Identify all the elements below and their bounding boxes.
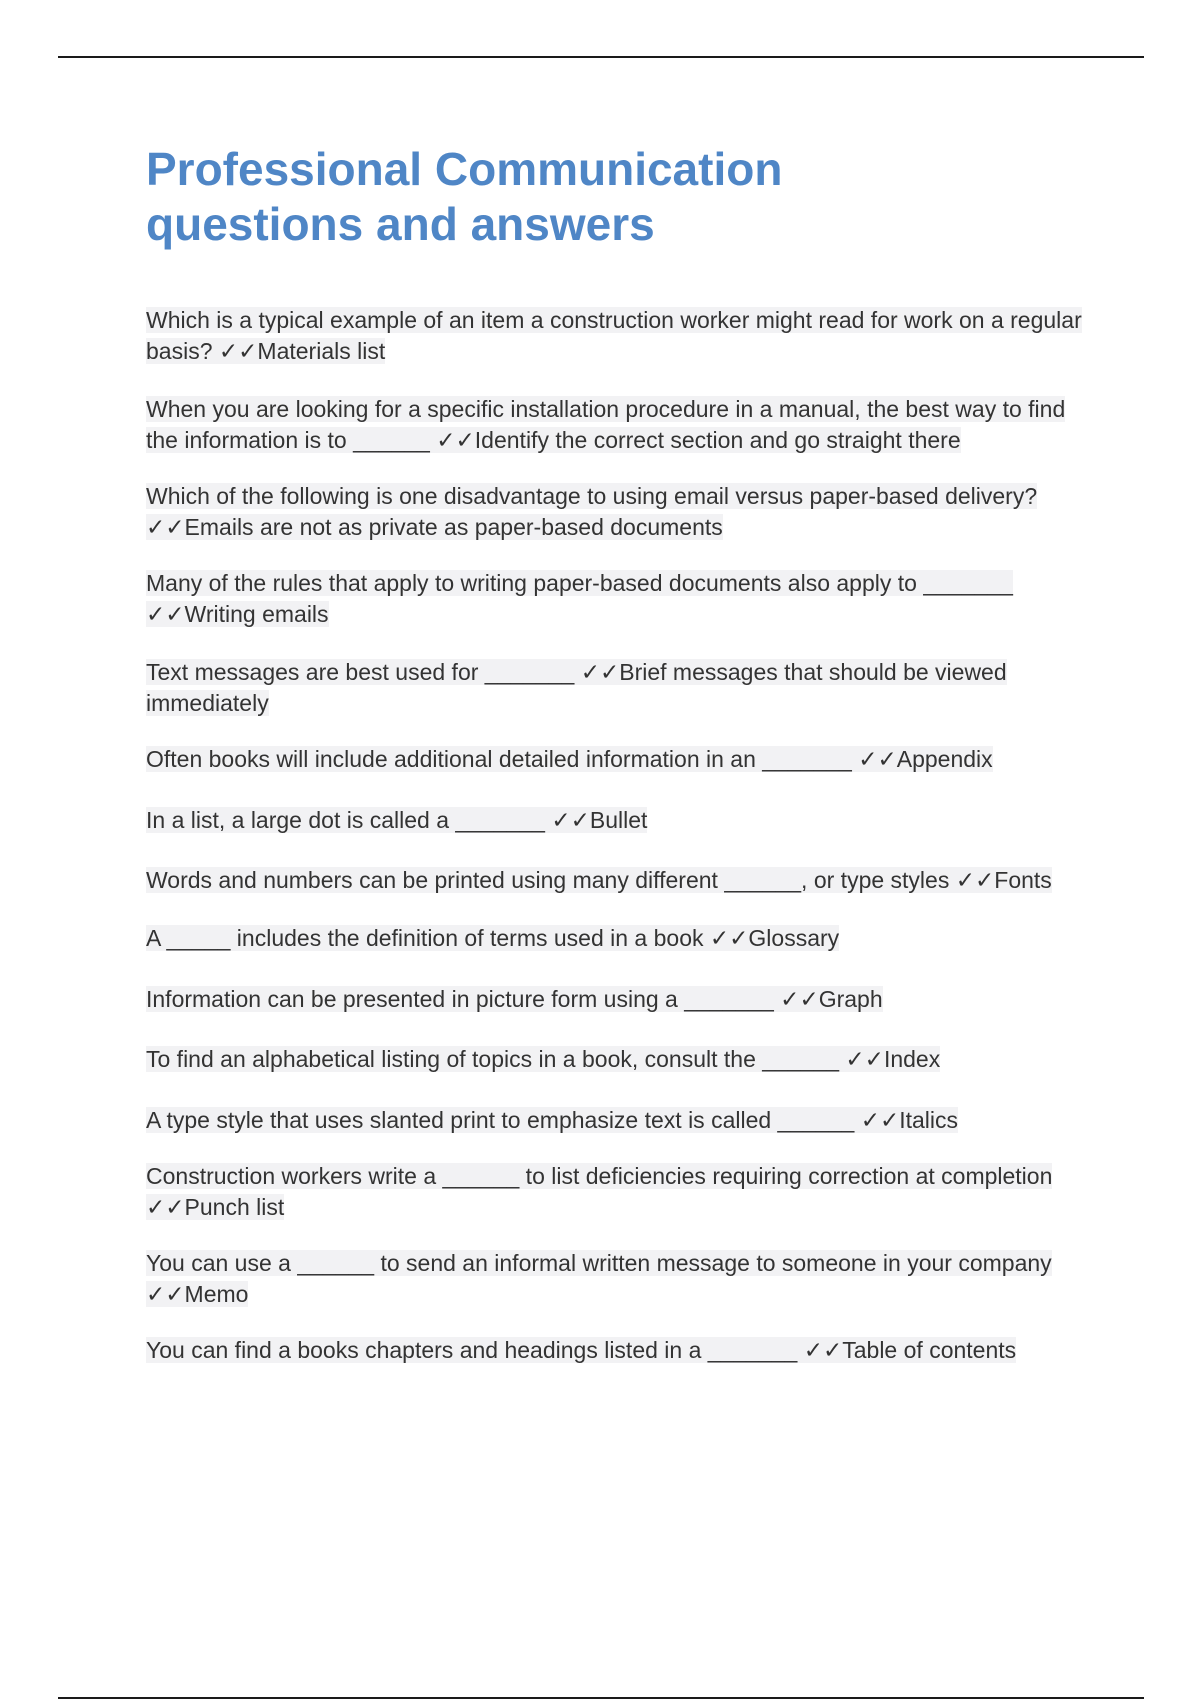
qa-text: When you are looking for a specific installation procedure in a manual, the best way to find the information is to ______ ✓✓Identify the correct section and go straight there	[146, 396, 1066, 453]
qa-item	[146, 568, 1096, 630]
top-rule	[58, 56, 1144, 58]
qa-text: Text messages are best used for _______ ✓✓Brief messages that should be viewed immediately	[146, 659, 1007, 716]
qa-text: In a list, a large dot is called a _______ ✓✓Bullet	[146, 807, 648, 833]
document-page	[146, 142, 1096, 1363]
qa-item	[146, 1044, 940, 1075]
qa-text: Words and numbers can be printed using many different ______, or type styles ✓✓Fonts	[146, 867, 1052, 893]
qa-item	[146, 1335, 1016, 1366]
qa-item	[146, 805, 647, 836]
qa-item	[146, 923, 839, 954]
qa-text: A type style that uses slanted print to emphasize text is called ______ ✓✓Italics	[146, 1107, 959, 1133]
qa-text: Which of the following is one disadvantage to using email versus paper-based delivery? ✓✓Emails are not as private as paper-based documents	[146, 483, 1038, 540]
qa-text: Many of the rules that apply to writing paper-based documents also apply to _______ ✓✓Writing emails	[146, 570, 1013, 627]
qa-text: You can find a books chapters and headings listed in a _______ ✓✓Table of contents	[146, 1337, 1017, 1363]
qa-item	[146, 744, 993, 775]
qa-item	[146, 394, 1096, 456]
qa-item	[146, 984, 883, 1015]
qa-text: Information can be presented in picture form using a _______ ✓✓Graph	[146, 986, 883, 1012]
qa-text: To find an alphabetical listing of topics in a book, consult the ______ ✓✓Index	[146, 1046, 941, 1072]
qa-text: Often books will include additional detailed information in an _______ ✓✓Appendix	[146, 746, 993, 772]
qa-text: Which is a typical example of an item a construction worker might read for work on a regular basis? ✓✓Materials list	[146, 307, 1082, 364]
qa-item	[146, 657, 1096, 719]
qa-item	[146, 481, 1096, 543]
qa-item	[146, 1161, 1096, 1223]
qa-item	[146, 305, 1096, 367]
page-title: Professional Communication questions and answers	[146, 143, 783, 250]
qa-item	[146, 865, 1052, 896]
qa-text: A _____ includes the definition of terms used in a book ✓✓Glossary	[146, 925, 840, 951]
qa-text: You can use a ______ to send an informal written message to someone in your company ✓✓Memo	[146, 1250, 1052, 1307]
qa-item	[146, 1248, 1096, 1310]
bottom-rule	[58, 1697, 1144, 1699]
qa-item	[146, 1105, 958, 1136]
qa-text: Construction workers write a ______ to list deficiencies requiring correction at completion ✓✓Punch list	[146, 1163, 1053, 1220]
